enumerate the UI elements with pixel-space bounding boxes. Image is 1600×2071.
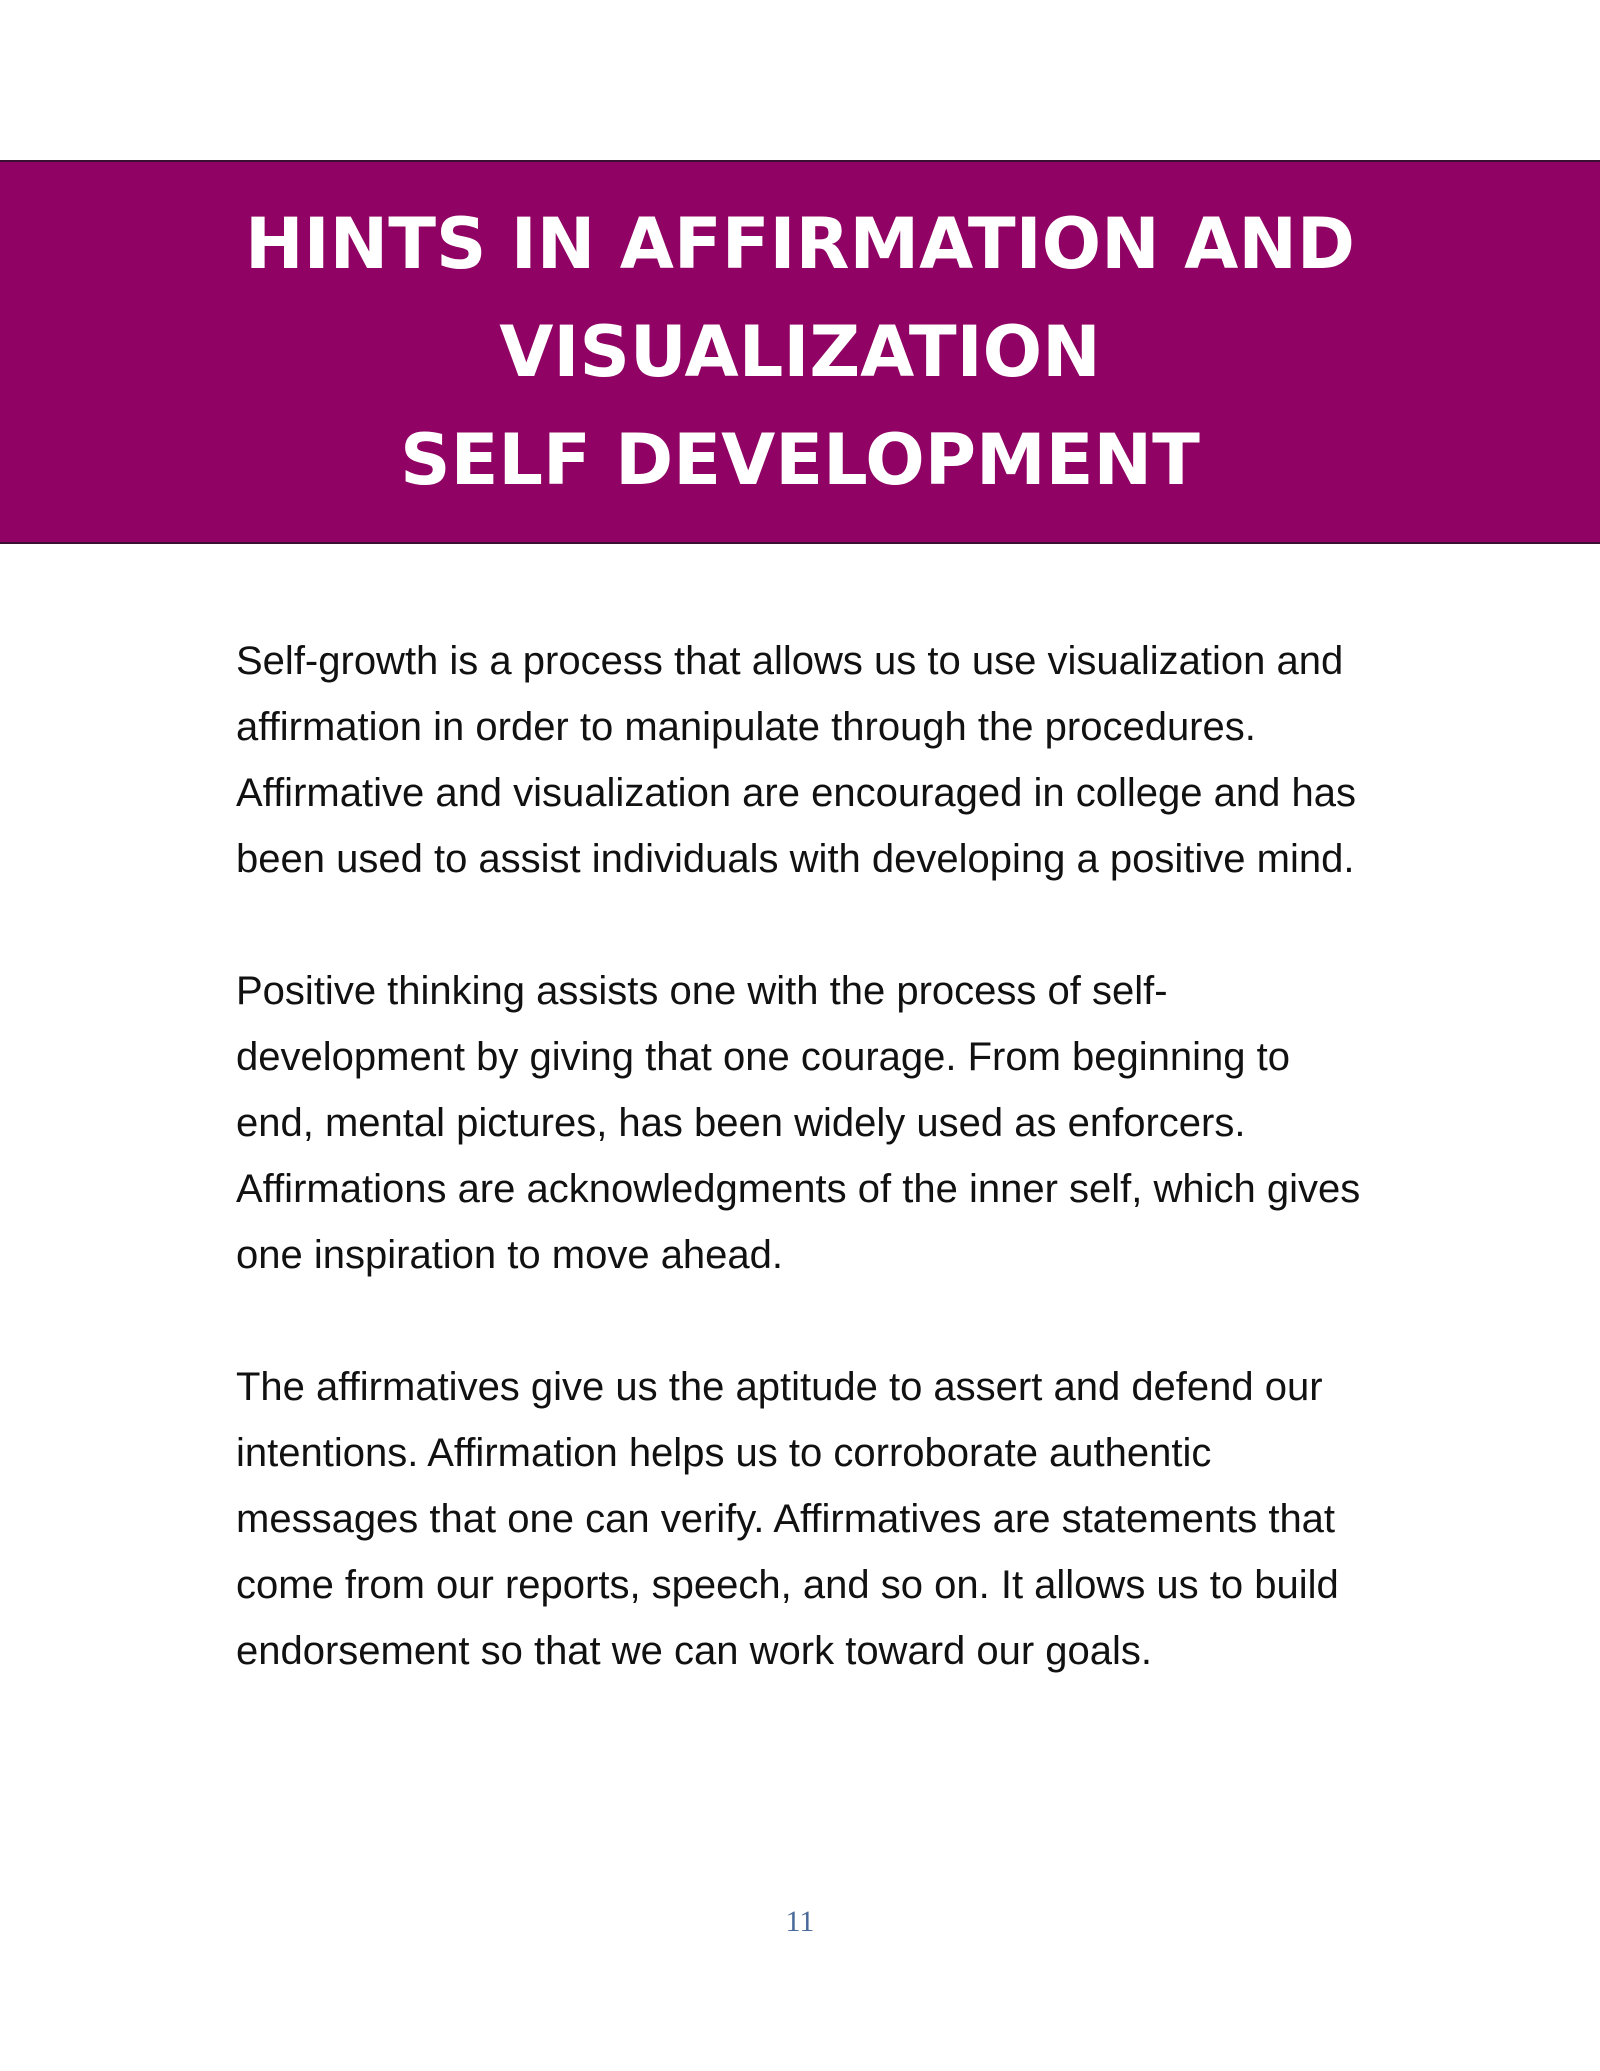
title-line-1: HINTS IN AFFIRMATION AND: [244, 203, 1356, 285]
page-number: 11: [785, 1905, 815, 1938]
title-line-2: VISUALIZATION: [499, 311, 1101, 393]
paragraph-3: The affirmatives give us the aptitude to assert and defend our intentions. Affirmation helps us to corroborate authentic messages that one can verify. Affirmatives are statements that come from our reports, speech, and so on. It allows us to build endorsement so that we can work toward our goals.: [236, 1365, 1339, 1673]
title-banner: [0, 160, 1600, 544]
title-line-3: SELF DEVELOPMENT: [400, 419, 1200, 501]
paragraph-1: Self-growth is a process that allows us to use visualization and affirmation in order to manipulate through the procedures. Affirmative and visualization are encouraged in college and has been used to assist individuals with developing a positive mind.: [236, 639, 1356, 881]
body-text: [236, 628, 1366, 1684]
paragraph-2: Positive thinking assists one with the process of self-development by giving that one courage. From beginning to end, mental pictures, has been widely used as enforcers. Affirmations are acknowledgments of the inner self, which gives one inspiration to move ahead.: [236, 969, 1361, 1277]
